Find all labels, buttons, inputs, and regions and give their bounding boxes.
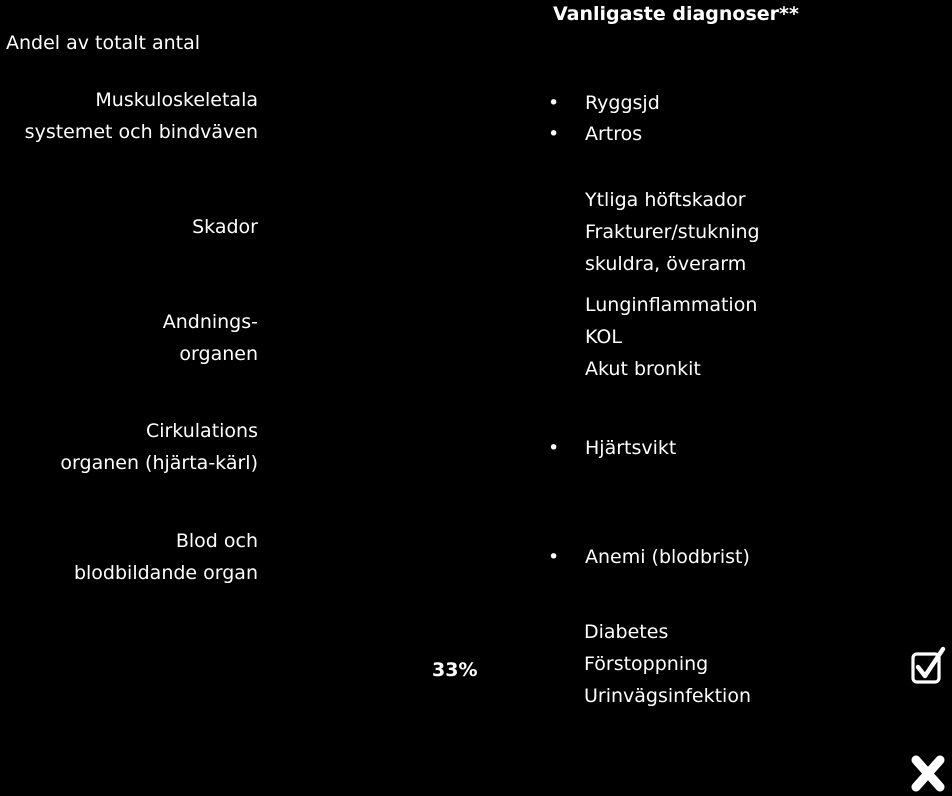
diagnosis-list <box>584 616 751 712</box>
diagnosis-item: Artros <box>585 123 643 145</box>
diagnosis-item: Förstoppning <box>584 653 709 675</box>
diagnosis-item: Anemi (blodbrist) <box>585 546 750 568</box>
diagnosis-item: Urinvägsinfektion <box>584 685 751 707</box>
category-cirkulationsorganen <box>0 415 258 479</box>
diagnosis-item: Frakturer/stukning <box>585 221 760 243</box>
category-skador <box>0 211 258 243</box>
diagnosis-list <box>585 289 757 385</box>
bullet: • <box>548 437 560 459</box>
checkbox-check-icon <box>910 646 948 686</box>
category-line: Blod och <box>175 530 258 552</box>
diagnosis-item: Akut bronkit <box>585 358 701 380</box>
category-line: Andnings- <box>162 311 258 333</box>
diagnosis-item: Hjärtsvikt <box>585 437 677 459</box>
category-line: Cirkulations <box>145 420 258 442</box>
category-andningsorganen <box>0 306 258 370</box>
diagnosis-item: Ytliga höftskador <box>585 189 746 211</box>
category-line: organen (hjärta-kärl) <box>60 452 258 474</box>
right-header: Vanligaste diagnoser** <box>553 3 799 25</box>
left-header: Andel av totalt antal <box>6 32 201 54</box>
category-blod <box>0 525 258 589</box>
category-line: organen <box>179 343 258 365</box>
category-line: blodbildande organ <box>73 562 258 584</box>
percent-value: 33% <box>432 659 478 681</box>
diagnosis-item: KOL <box>585 326 622 348</box>
diagnosis-list <box>585 184 760 280</box>
category-line: Muskuloskeletala <box>95 89 258 111</box>
bullet: • <box>548 123 560 145</box>
diagnosis-item: Lunginflammation <box>585 294 758 316</box>
cross-icon <box>910 755 946 792</box>
diagnosis-item: Diabetes <box>584 621 669 643</box>
category-muskuloskeletala <box>0 84 258 148</box>
category-line: systemet och bindväven <box>24 121 258 143</box>
category-line: Skador <box>192 216 258 238</box>
bullet: • <box>548 92 560 114</box>
bullet: • <box>548 546 560 568</box>
diagnosis-item: skuldra, överarm <box>585 253 747 275</box>
diagnosis-item: Ryggsjd <box>585 92 660 114</box>
